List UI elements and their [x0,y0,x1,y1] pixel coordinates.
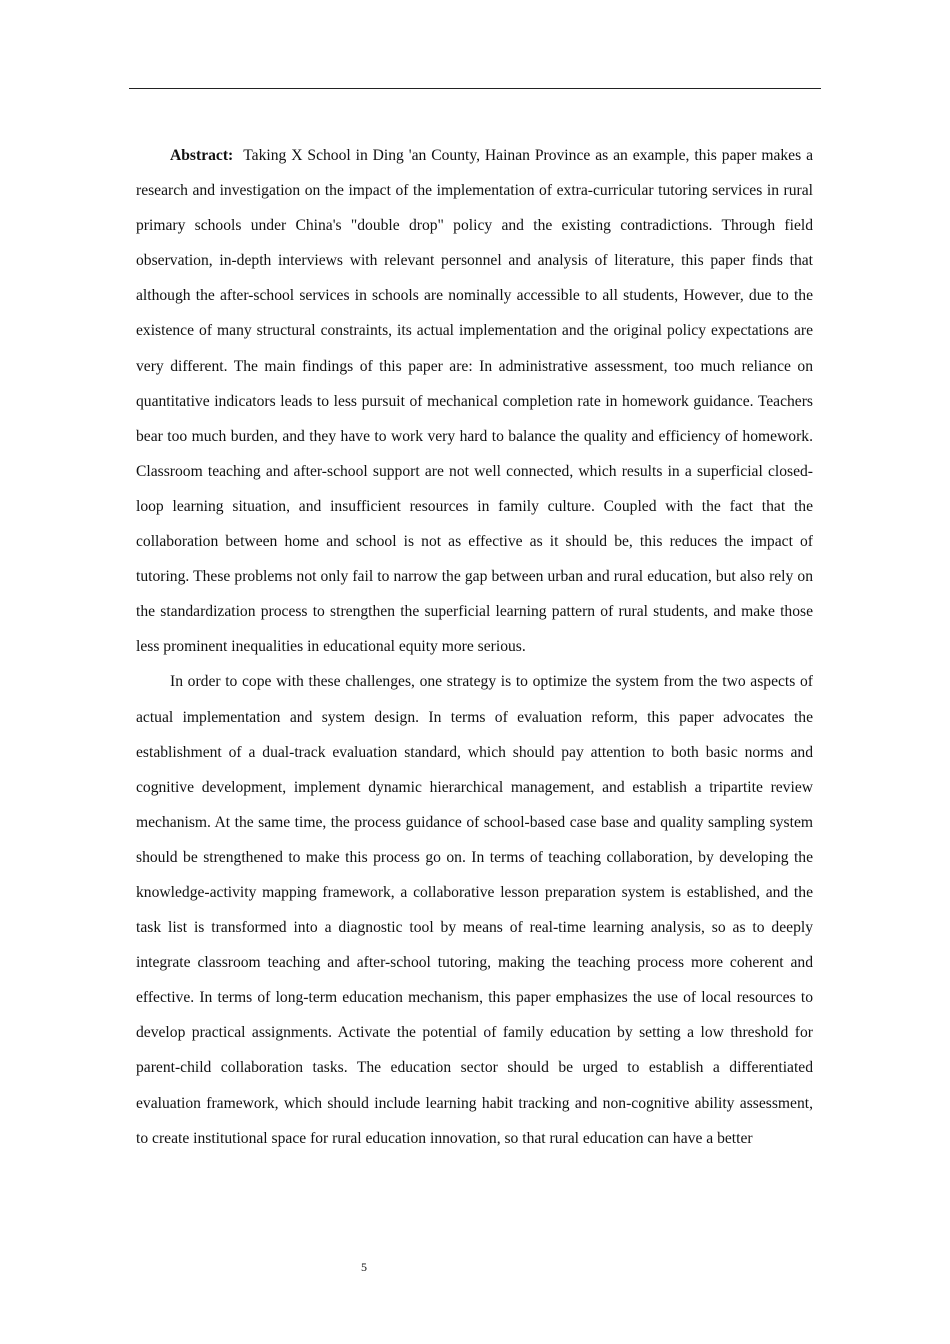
page-number: 5 [361,1260,367,1274]
abstract-paragraph-1-text: Taking X School in Ding 'an County, Hainan Province as an example, this paper makes a research and investigation on the impact of the implementation of extra-curricular tutoring services in rural primary schools under China's "double drop" policy and the existing contradictions. Through field observation, in-depth interviews with relevant personnel and analysis of literature, this paper finds that although the after-school services in schools are nominally accessible to all students, However, due to the existence of many structural constraints, its actual implementation and the original policy expectations are very different. The main findings of this paper are: In administrative assessment, too much reliance on quantitative indicators leads to less pursuit of mechanical completion rate in homework guidance. Teachers bear too much burden, and they have to work very hard to balance the quality and efficiency of homework. Classroom teaching and after-school support are not well connected, which results in a superficial closed-loop learning situation, and insufficient resources in family culture. Coupled with the fact that the collaboration between home and school is not as effective as it should be, this reduces the impact of tutoring. These problems not only fail to narrow the gap between urban and rural education, but also rely on the standardization process to strengthen the superficial learning pattern of rural students, and make those less prominent inequalities in educational equity more serious. [136,147,813,656]
abstract-label: Abstract: [170,147,234,164]
header-rule [129,88,821,89]
abstract-paragraph-1 [136,138,813,664]
abstract-section [136,138,813,1156]
abstract-paragraph-2: In order to cope with these challenges, one strategy is to optimize the system from the two aspects of actual implementation and system design. In terms of evaluation reform, this paper advocates the establishment of a dual-track evaluation standard, which should pay attention to both basic norms and cognitive development, implement dynamic hierarchical management, and establish a tripartite review mechanism. At the same time, the process guidance of school-based case base and quality sampling system should be strengthened to make this process go on. In terms of teaching collaboration, by developing the knowledge-activity mapping framework, a collaborative lesson preparation system is established, and the task list is transformed into a diagnostic tool by means of real-time learning analysis, so as to deeply integrate classroom teaching and after-school tutoring, making the teaching process more coherent and effective. In terms of long-term education mechanism, this paper emphasizes the use of local resources to develop practical assignments. Activate the potential of family education by setting a low threshold for parent-child collaboration tasks. The education sector should be urged to establish a differentiated evaluation framework, which should include learning habit tracking and non-cognitive ability assessment, to create institutional space for rural education innovation, so that rural education can have a better [136,673,813,1147]
